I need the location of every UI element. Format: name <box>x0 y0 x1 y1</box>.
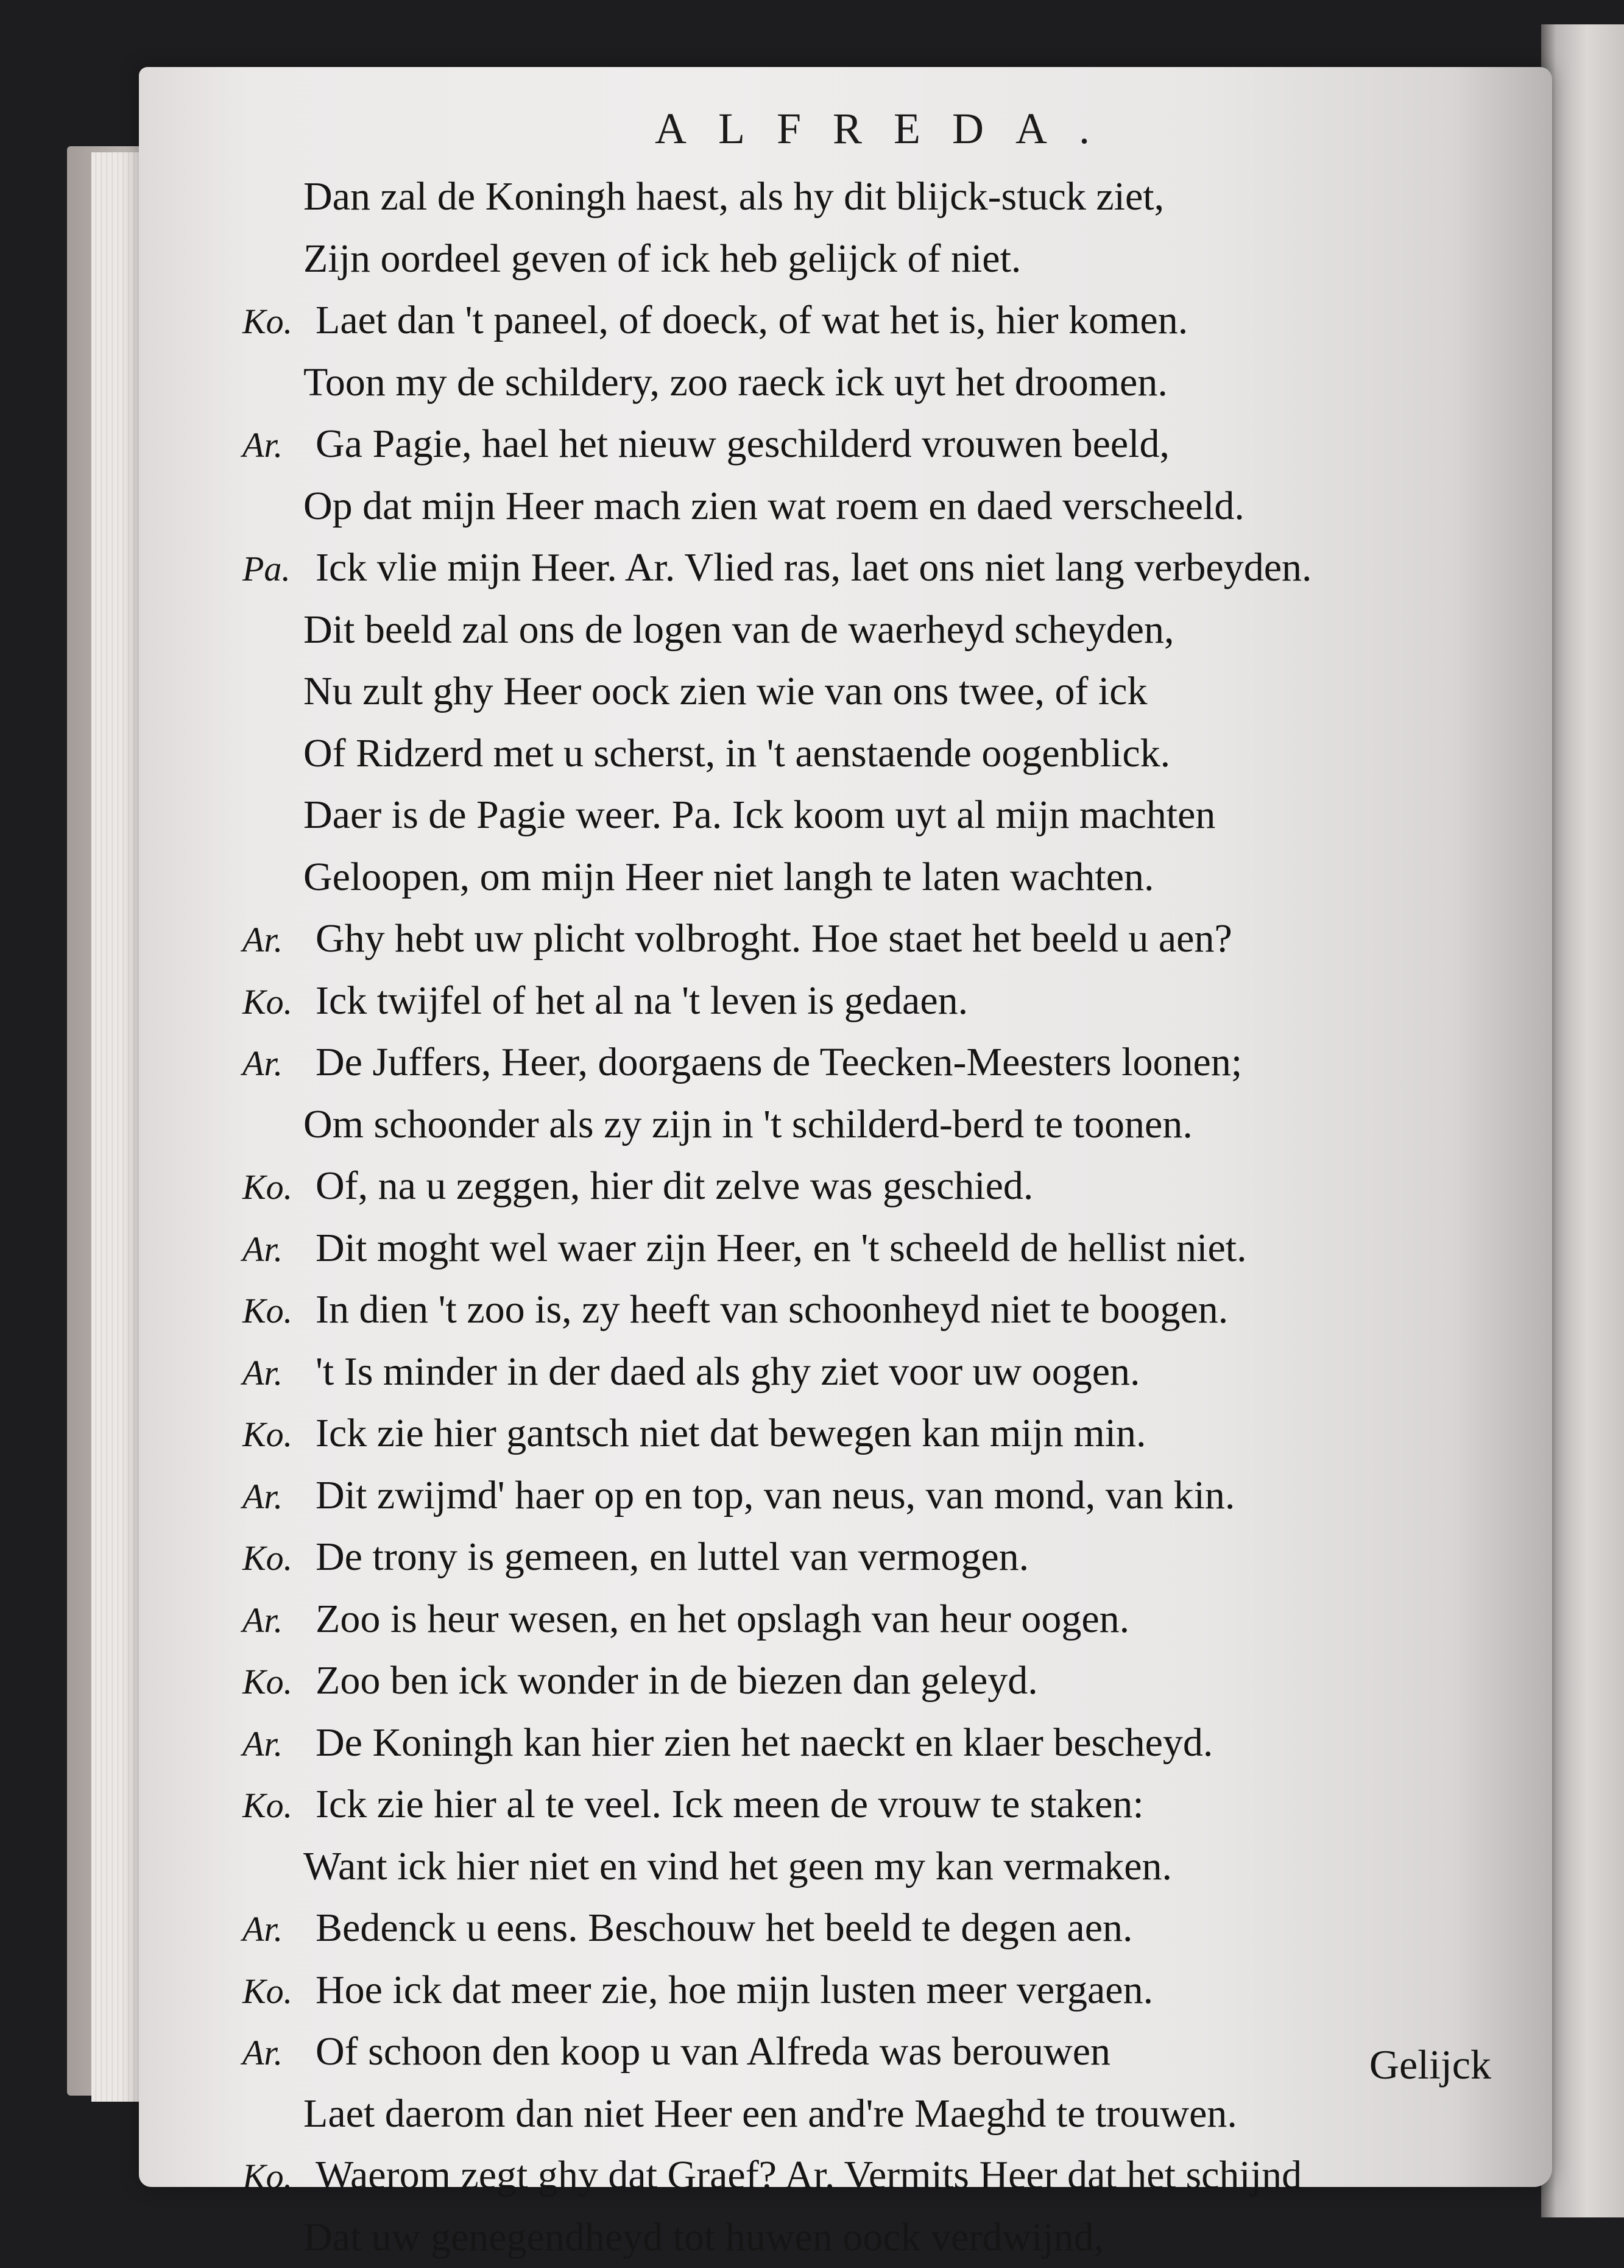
verse-line <box>242 1650 1546 1712</box>
verse-line-text: De Koningh kan hier zien het naeckt en klaer bescheyd. <box>316 1720 1213 1765</box>
verse-line <box>242 166 1546 228</box>
verse-line <box>242 1093 1546 1156</box>
verse-line-text: Ick twijfel of het al na 't leven is gedaen. <box>316 978 968 1023</box>
verse-line-text: 't Is minder in der daed als ghy ziet voor uw oogen. <box>316 1349 1140 1394</box>
verse-line-text: In dien 't zoo is, zy heeft van schoonheyd niet te boogen. <box>316 1287 1228 1332</box>
verse-line-text: Dit moght wel waer zijn Heer, en 't scheeld de hellist niet. <box>316 1226 1247 1270</box>
verse-line-text: Laet daerom dan niet Heer een and're Maeghd te trouwen. <box>303 2091 1237 2136</box>
verse-line <box>242 599 1546 661</box>
verse-line-text: Laet dan 't paneel, of doeck, of wat het is, hier komen. <box>316 298 1188 342</box>
verse-line <box>242 1526 1546 1588</box>
speaker-label: Ko. <box>242 1156 316 1218</box>
verse-line <box>242 228 1546 290</box>
verse-line <box>242 1897 1546 1959</box>
verse-line-text: Geloopen, om mijn Heer niet langh te laten wachten. <box>303 855 1154 899</box>
catchword: Gelijck <box>1369 2041 1491 2089</box>
speaker-label: Ko. <box>242 1960 316 2022</box>
facing-page <box>1541 24 1624 2217</box>
verse-line <box>242 1773 1546 1835</box>
speaker-label: Ar. <box>242 1466 316 1528</box>
verse-line-text: De trony is gemeen, en luttel van vermogen. <box>316 1535 1029 1579</box>
verse-line <box>242 537 1546 599</box>
speaker-label: Pa. <box>242 538 316 600</box>
verse-line-text: Ghy hebt uw plicht volbroght. Hoe staet het beeld u aen? <box>316 916 1232 961</box>
verse-line-text: Om schoonder als zy zijn in 't schilderd-berd te toonen. <box>303 1102 1193 1146</box>
verse-line <box>242 784 1546 846</box>
speaker-label: Ar. <box>242 1898 316 1960</box>
verse-line <box>242 2021 1546 2083</box>
verse-line <box>242 846 1546 908</box>
verse-text <box>242 166 1546 2268</box>
verse-line-text: Of Ridzerd met u scherst, in 't aenstaende oogenblick. <box>303 731 1170 775</box>
verse-line-text: De Juffers, Heer, doorgaens de Teecken-Meesters loonen; <box>316 1040 1242 1084</box>
speaker-label: Ar. <box>242 414 316 476</box>
verse-line <box>242 1155 1546 1217</box>
verse-line <box>242 1712 1546 1774</box>
book-page <box>139 67 1552 2187</box>
verse-line-text: Toon my de schildery, zoo raeck ick uyt het droomen. <box>303 360 1168 404</box>
verse-line-text: Daer is de Pagie weer. Pa. Ick koom uyt al mijn machten <box>303 793 1215 837</box>
speaker-label: Ar. <box>242 909 316 971</box>
speaker-label: Ko. <box>242 1280 316 1342</box>
verse-line-text: Of schoon den koop u van Alfreda was berouwen <box>316 2029 1110 2074</box>
verse-line <box>242 2206 1546 2268</box>
verse-line <box>242 2083 1546 2145</box>
speaker-label: Ar. <box>242 1342 316 1404</box>
speaker-label: Ko. <box>242 971 316 1033</box>
speaker-label: Ar. <box>242 1218 316 1281</box>
speaker-label: Ko. <box>242 1651 316 1713</box>
verse-line <box>242 1217 1546 1279</box>
verse-line-text: Ick vlie mijn Heer. Ar. Vlied ras, laet ons niet lang verbeyden. <box>316 545 1312 590</box>
verse-line-text: Dit zwijmd' haer op en top, van neus, van mond, van kin. <box>316 1473 1235 1517</box>
verse-line <box>242 1464 1546 1527</box>
verse-line <box>242 1959 1546 2021</box>
speaker-label: Ko. <box>242 291 316 353</box>
verse-line-text: Of, na u zeggen, hier dit zelve was geschied. <box>316 1164 1033 1208</box>
verse-line-text: Dit beeld zal ons de logen van de waerheyd scheyden, <box>303 607 1174 652</box>
verse-line <box>242 970 1546 1032</box>
verse-line <box>242 352 1546 414</box>
verse-line-text: Zoo is heur wesen, en het opslagh van heur oogen. <box>316 1597 1129 1641</box>
verse-line-text: Waerom zegt ghy dat Graef? Ar. Vermits Heer dat het schijnd <box>316 2153 1302 2197</box>
verse-line-text: Zoo ben ick wonder in de biezen dan geleyd. <box>316 1658 1038 1703</box>
verse-line <box>242 1031 1546 1093</box>
running-header: ALFREDA. <box>139 104 1552 154</box>
speaker-label: Ar. <box>242 1713 316 1775</box>
speaker-label: Ko. <box>242 2146 316 2208</box>
verse-line-text: Want ick hier niet en vind het geen my kan vermaken. <box>303 1844 1172 1888</box>
verse-line-text: Zijn oordeel geven of ick heb gelijck of niet. <box>303 236 1021 281</box>
verse-line-text: Bedenck u eens. Beschouw het beeld te degen aen. <box>316 1906 1133 1950</box>
verse-line-text: Ga Pagie, hael het nieuw geschilderd vrouwen beeld, <box>316 422 1170 466</box>
speaker-label: Ar. <box>242 1589 316 1652</box>
verse-line-text: Nu zult ghy Heer oock zien wie van ons twee, of ick <box>303 669 1148 713</box>
verse-line-text: Hoe ick dat meer zie, hoe mijn lusten meer vergaen. <box>316 1968 1153 2012</box>
verse-line <box>242 1279 1546 1341</box>
speaker-label: Ko. <box>242 1404 316 1466</box>
verse-line <box>242 1341 1546 1403</box>
verse-line-text: Op dat mijn Heer mach zien wat roem en daed verscheeld. <box>303 484 1244 528</box>
speaker-label: Ar. <box>242 2022 316 2084</box>
verse-line <box>242 1835 1546 1898</box>
verse-line-text: Dat uw genegendheyd tot huwen oock verdwijnd, <box>303 2215 1104 2259</box>
verse-line <box>242 722 1546 785</box>
speaker-label: Ko. <box>242 1527 316 1589</box>
verse-line-text: Ick zie hier gantsch niet dat bewegen kan mijn min. <box>316 1411 1146 1455</box>
verse-line <box>242 1402 1546 1464</box>
speaker-label: Ar. <box>242 1033 316 1095</box>
verse-line-text: Ick zie hier al te veel. Ick meen de vrouw te staken: <box>316 1782 1144 1826</box>
verse-line <box>242 289 1546 352</box>
verse-line <box>242 413 1546 475</box>
verse-line <box>242 475 1546 537</box>
verse-line <box>242 1588 1546 1650</box>
verse-line <box>242 660 1546 722</box>
verse-line <box>242 2144 1546 2206</box>
verse-line <box>242 908 1546 970</box>
verse-line-text: Dan zal de Koningh haest, als hy dit blijck-stuck ziet, <box>303 174 1164 219</box>
speaker-label: Ko. <box>242 1775 316 1837</box>
